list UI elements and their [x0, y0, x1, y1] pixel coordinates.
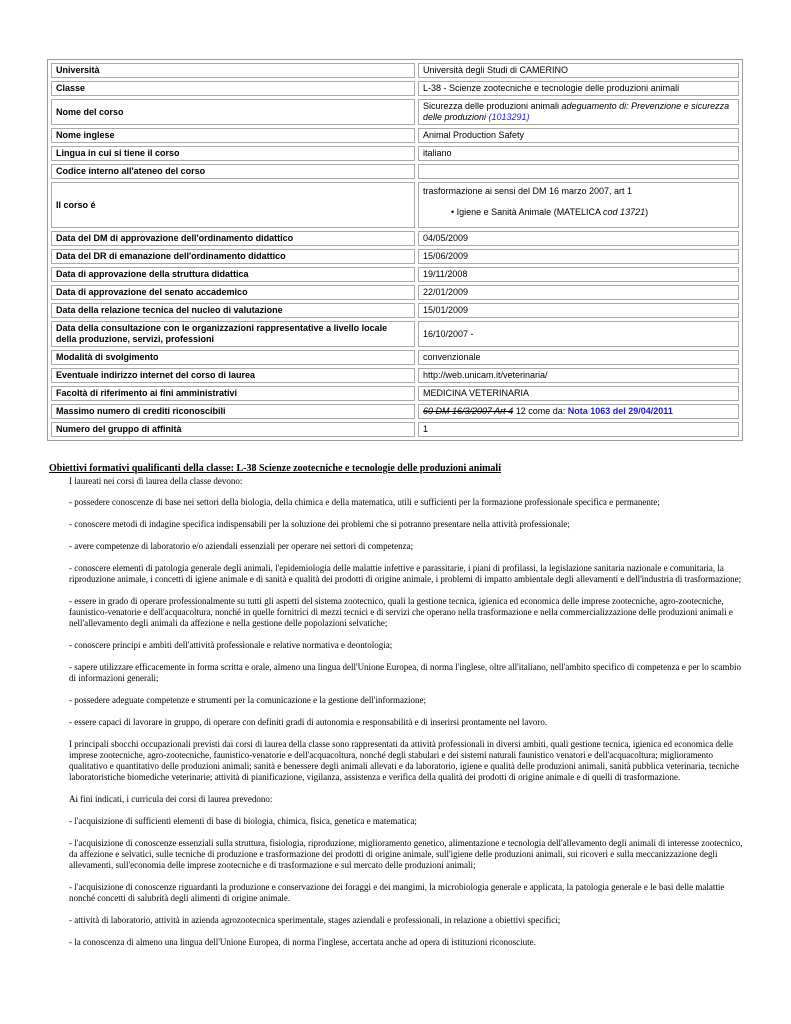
origin-course-item: [423, 207, 734, 218]
table-row: [51, 386, 739, 401]
row-label: Il corso é: [51, 182, 415, 228]
row-label: Modalità di svolgimento: [51, 350, 415, 365]
paragraph: - l'acquisizione di sufficienti elementi di base di biologia, chimica, fisica, genetica e matematica;: [69, 816, 417, 826]
table-row: [51, 422, 739, 437]
table-row: [51, 267, 739, 282]
previous-credits: 60 DM 16/3/2007 Art 4: [422, 406, 514, 416]
row-value: [418, 164, 739, 179]
table-row: [51, 303, 739, 318]
table-row: [51, 285, 739, 300]
row-label: Lingua in cui si tiene il corso: [51, 146, 415, 161]
row-label: Nome del corso: [51, 99, 415, 125]
course-name: Sicurezza delle produzioni animali: [422, 101, 562, 111]
origin-course-code: cod 13721: [603, 207, 646, 217]
paragraph: - possedere conoscenze di base nei settori della biologia, della chimica e della matematica, utili e sufficienti per la formazione professionale specifica e permanente;: [69, 497, 660, 507]
row-label: Nome inglese: [51, 128, 415, 143]
row-value: 19/11/2008: [418, 267, 739, 282]
row-label: Data del DM di approvazione dell'ordinamento didattico: [51, 231, 415, 246]
table-row: [51, 182, 739, 228]
row-value: Università degli Studi di CAMERINO: [418, 63, 739, 78]
row-value: MEDICINA VETERINARIA: [418, 386, 739, 401]
row-label: Data del DR di emanazione dell'ordinamento didattico: [51, 249, 415, 264]
paragraph: - attività di laboratorio, attività in azienda agrozootecnica sperimentale, stages aziendali e professionali, in relazione a obiettivi specifici;: [69, 915, 561, 925]
table-row: [51, 368, 739, 383]
paragraph: - l'acquisizione di conoscenze riguardanti la produzione e conservazione dei foraggi e dei mangimi, la microbiologia generale e applicata, la patologia generale e le basi delle malattie nonché concetti di salubrità degli alimenti di origine animale.: [69, 882, 725, 903]
table-row: [51, 164, 739, 179]
row-value: [418, 182, 739, 228]
row-value: [418, 99, 739, 125]
row-value: convenzionale: [418, 350, 739, 365]
row-label: Eventuale indirizzo internet del corso di laurea: [51, 368, 415, 383]
bullet-icon: •: [450, 207, 457, 217]
paragraph: - conoscere principi e ambiti dell'attività professionale e relative normativa e deontologia;: [69, 640, 393, 650]
credits-text: 12 come da:: [513, 406, 568, 416]
row-value: Animal Production Safety: [418, 128, 739, 143]
row-label: Data di approvazione del senato accademico: [51, 285, 415, 300]
course-adaptation: adeguamento di: Prevenzione e sicurezza delle produzioni: [422, 101, 730, 122]
table-row: [51, 63, 739, 78]
table-row: [51, 321, 739, 347]
row-label: Facoltà di riferimento ai fini amministrativi: [51, 386, 415, 401]
paragraph: - l'acquisizione di conoscenze essenziali sulla struttura, fisiologia, riproduzione, miglioramento genetico, alimentazione e tecnologia dell'allevamento degli animali di interesse zootecnico, da affezione e selvatici, sulle tecniche di produzione e trasformazione dei prodotti di origine animale, sull'igiene delle produzioni animali, sui ricoveri e sulla meccanizzazione degli allevamenti, sull'economia delle imprese zootecniche e di trasformazione e sul mercato delle produzioni animali;: [69, 838, 743, 870]
paragraph: Ai fini indicati, i curricula dei corsi di laurea prevedono:: [69, 794, 273, 804]
section-title: Obiettivi formativi qualificanti della classe: L-38 Scienze zootecniche e tecnologie delle produzioni animali: [49, 463, 501, 474]
paragraph: - la conoscenza di almeno una lingua dell'Unione Europea, di norma l'inglese, accertata anche ad opera di istituzioni riconosciute.: [69, 937, 536, 947]
row-value: 1: [418, 422, 739, 437]
table-row: [51, 249, 739, 264]
table-row: [51, 146, 739, 161]
course-info-table: [47, 59, 743, 441]
row-label: Data della relazione tecnica del nucleo di valutazione: [51, 303, 415, 318]
origin-course-close: ): [645, 207, 649, 217]
table-row: [51, 404, 739, 419]
row-value: 15/06/2009: [418, 249, 739, 264]
table-row: [51, 81, 739, 96]
row-value: 16/10/2007 -: [418, 321, 739, 347]
row-label: Codice interno all'ateneo del corso: [51, 164, 415, 179]
paragraph: I principali sbocchi occupazionali previsti dai corsi di laurea della classe sono rappresentati da attività professionali in diversi ambiti, quali gestione tecnica, igienica ed economica delle imprese zootecniche, agro-zootecniche, faunistico-venatorie e dell'acquacoltura, nonché degli stabulari e dei sistemi naturali faunistico venatori e dell'acquacoltura; miglioramento qualitativo e quantitativo delle produzioni animali; sanità e benessere degli animali allevati e da laboratorio, igiene e qualità delle produzioni animali, sanità pubblica veterinaria, tecniche laboratoristiche biomediche veterinarie; attività di pianificazione, vigilanza, assistenza e verifica della qualità dei prodotti di origine animale e di quelli di trasformazione.: [69, 739, 740, 782]
row-label: Data della consultazione con le organizzazioni rappresentative a livello locale della produzione, servizi, professioni: [51, 321, 415, 347]
paragraph: - sapere utilizzare efficacemente in forma scritta e orale, almeno una lingua dell'Unione Europea, di norma l'inglese, oltre all'italiano, nell'ambito specifico di competenza e per lo scambio di informazioni generali;: [69, 662, 742, 683]
note-link[interactable]: Nota 1063 del 29/04/2011: [567, 406, 673, 416]
row-value: http://web.unicam.it/veterinaria/: [418, 368, 739, 383]
row-value: L-38 - Scienze zootecniche e tecnologie delle produzioni animali: [418, 81, 739, 96]
table-row: [51, 350, 739, 365]
origin-course-name: Igiene e Sanità Animale (MATELICA: [456, 207, 604, 217]
objectives-section: [49, 463, 749, 959]
row-label: Numero del gruppo di affinità: [51, 422, 415, 437]
paragraph: - essere in grado di operare professionalmente su tutti gli aspetti del sistema zootecnico, quali la gestione tecnica, igienica ed economica delle imprese zootecniche, agro-zootecniche, faunistico-venatorie e dell'acquacoltura, nonché in quelle fornitrici di mezzi tecnici e di servizi che operano nella trasformazione e nella commercializzazione delle produzioni animali e nell'allevamento degli animali da affezione e nella gestione delle popolazioni selvatiche;: [69, 596, 733, 628]
paragraph: - conoscere elementi di patologia generale degli animali, l'epidemiologia delle malattie infettive e parassitarie, i piani di profilassi, la legislazione sanitaria nazionale e comunitaria, la riproduzione animale, i concetti di igiene animale e di sanità e qualità dei prodotti di origine animale, i problemi di impatto ambientale degli allevamenti e dell'industria di trasformazione;: [69, 563, 742, 584]
paragraph: I laureati nei corsi di laurea della classe devono:: [69, 476, 243, 486]
paragraph: - conoscere metodi di indagine specifica indispensabili per la soluzione dei problemi che si potranno presentare nella attività professionale;: [69, 519, 570, 529]
table-row: [51, 99, 739, 125]
row-value: [418, 404, 739, 419]
transformation-text: trasformazione ai sensi del DM 16 marzo 2007, art 1: [422, 186, 633, 196]
table-row: [51, 231, 739, 246]
paragraph: - possedere adeguate competenze e strumenti per la comunicazione e la gestione dell'informazione;: [69, 695, 426, 705]
row-value: 15/01/2009: [418, 303, 739, 318]
row-value: italiano: [418, 146, 739, 161]
row-label: Università: [51, 63, 415, 78]
row-value: 22/01/2009: [418, 285, 739, 300]
paragraph: - essere capaci di lavorare in gruppo, di operare con definiti gradi di autonomia e responsabilità e di inserirsi prontamente nel lavoro.: [69, 717, 548, 727]
row-value: 04/05/2009: [418, 231, 739, 246]
row-label: Data di approvazione della struttura didattica: [51, 267, 415, 282]
row-label: Massimo numero di crediti riconoscibili: [51, 404, 415, 419]
course-code: (1013291): [488, 112, 530, 122]
paragraph: - avere competenze di laboratorio e/o aziendali essenziali per operare nei settori di competenza;: [69, 541, 414, 551]
row-label: Classe: [51, 81, 415, 96]
table-row: [51, 128, 739, 143]
